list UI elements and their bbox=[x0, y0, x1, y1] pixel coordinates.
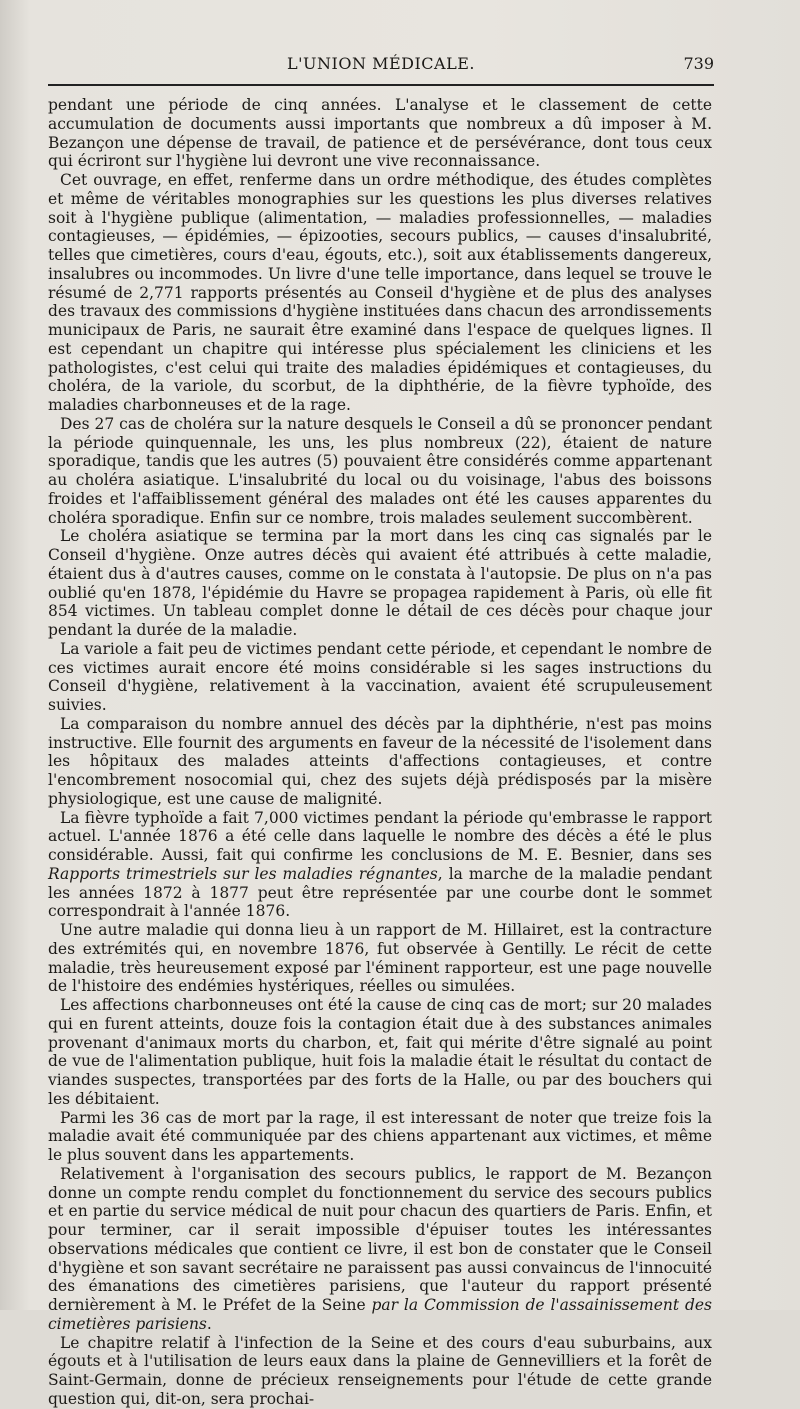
paragraph: Les affections charbonneuses ont été la cause de cinq cas de mort; sur 20 malades qui en furent atteints, douze fois la contagion était due à des substances animales provenant d'animaux morts du charbon, et, fait qui mérite d'être signalé au point de vue de l'alimentation publique, huit fois la maladie était le résultat du contact de viandes suspectes, transportées par des forts de la Halle, ou par des bouchers qui les débitaient. bbox=[48, 996, 712, 1108]
paragraph: Cet ouvrage, en effet, renferme dans un ordre méthodique, des études complètes et même de véritables monographies sur les questions les plus diverses relatives soit à l'hygiène publique (alimentation, — maladies professionnelles, — maladies contagieuses, — épidémies, — épizooties, secours publics, — causes d'insalubrité, telles que cimetières, cours d'eau, égouts, etc.), soit aux établissements dangereux, insalubres ou incommodes. Un livre d'une telle importance, dans lequel se trouve le résumé de 2,771 rapports présentés au Conseil d'hygiène et de plus des analyses des travaux des commissions d'hygiène instituées dans chacun des arrondissements municipaux de Paris, ne saurait être examiné dans l'espace de quelques lignes. Il est cependant un chapitre qui intéresse plus spécialement les cliniciens et les pathologistes, c'est celui qui traite des maladies épidémiques et contagieuses, du choléra, de la variole, du scorbut, de la diphthérie, de la fièvre typhoïde, des maladies charbonneuses et de la rage. bbox=[48, 171, 712, 414]
paragraph-text: , la marche de la maladie pendant les années 1872 à 1877 peut être représentée par une courbe dont le sommet correspondrait à l'année 1876. bbox=[48, 864, 712, 921]
paragraph: La comparaison du nombre annuel des décès par la diphthérie, n'est pas moins instructive. Elle fournit des arguments en faveur de la nécessité de l'isolement dans les hôpitaux des malades atteints d'affections contagieuses, et contre l'encombrement nosocomial qui, chez des sujets déjà prédisposés par la misère physiologique, est une cause de malignité. bbox=[48, 714, 712, 808]
paragraph: pendant une période de cinq années. L'analyse et le classement de cette accumulation de documents aussi importants que nombreux a dû imposer à M. Bezançon une dépense de travail, de patience et de persévérance, dont tous ceux qui écriront sur l'hygiène lui devront une vive reconnaissance. bbox=[48, 96, 712, 171]
paragraph: Parmi les 36 cas de mort par la rage, il est interessant de noter que treize fois la maladie avait été communiquée par des chiens appartenant aux victimes, et même le plus souvent dans les appartements. bbox=[48, 1108, 712, 1164]
paragraph bbox=[48, 1165, 712, 1334]
paragraph: La variole a fait peu de victimes pendant cette période, et cependant le nombre de ces victimes aurait encore été moins considérable si les sages instructions du Conseil d'hygiène, relativement à la vaccination, avaient été scrupuleusement suivies. bbox=[48, 639, 712, 714]
italic-title: par la Commission de l'assainissement des cimetières parisiens bbox=[48, 1296, 712, 1333]
paragraph: Le choléra asiatique se termina par la mort dans les cinq cas signalés par le Conseil d'hygiène. Onze autres décès qui avaient été attribués à cette maladie, étaient dus à d'autres causes, comme on le constata à l'autopsie. De plus on n'a pas oublié qu'en 1878, l'épidémie du Havre se propagea rapidement à Paris, où elle fit 854 victimes. Un tableau complet donne le détail de ces décès pour chaque jour pendant la durée de la maladie. bbox=[48, 527, 712, 639]
page-number: 739 bbox=[683, 54, 714, 73]
paragraph-text: . bbox=[206, 1314, 212, 1333]
paragraph bbox=[48, 809, 712, 922]
paragraph: Le chapitre relatif à l'infection de la Seine et des cours d'eau suburbains, aux égouts et à l'utilisation de leurs eaux dans la plaine de Gennevilliers et la forêt de Saint-Germain, donne de précieux renseignements pour l'étude de cette grande question qui, dit-on, sera prochai- bbox=[48, 1333, 712, 1408]
paragraph: Des 27 cas de choléra sur la nature desquels le Conseil a dû se prononcer pendant la période quinquennale, les uns, les plus nombreux (22), étaient de nature sporadique, tandis que les autres (5) pouvaient être considérés comme appartenant au choléra asiatique. L'insalubrité du local ou du voisinage, l'abus des boissons froides et l'affaiblissement général des malades ont été les causes apparentes du choléra sporadique. Enfin sur ce nombre, trois malades seulement succombèrent. bbox=[48, 414, 712, 527]
paragraph-text: La fièvre typhoïde a fait 7,000 victimes pendant la période qu'embrasse le rapport actuel. L'année 1876 a été celle dans laquelle le nombre des décès a été le plus considérable. Aussi, fait qui confirme les conclusions de M. E. Besnier, dans ses bbox=[48, 808, 712, 864]
italic-title: Rapports trimestriels sur les maladies régnantes bbox=[48, 864, 438, 883]
paragraph: Une autre maladie qui donna lieu à un rapport de M. Hillairet, est la contracture des extrémités qui, en novembre 1876, fut observée à Gentilly. Le récit de cette maladie, très heureusement exposé par l'éminent rapporteur, est une page nouvelle de l'histoire des endémies hystériques, réelles ou simulées. bbox=[48, 921, 712, 996]
paragraph-text: Relativement à l'organisation des secours publics, le rapport de M. Bezançon donne un compte rendu complet du fonctionnement du service des secours publics et en partie du service médical de nuit pour chacun des quartiers de Paris. Enfin, et pour terminer, car il serait impossible d'épuiser toutes les intéressantes observations médicales que contient ce livre, il est bon de constater que le Conseil d'hygiène et son savant secrétaire ne paraissent pas aussi convaincus de l'innocuité des émanations des cimetières parisiens, que l'auteur du rapport présenté dernièrement à M. le Préfet de la Seine bbox=[48, 1164, 712, 1314]
running-header bbox=[48, 54, 714, 78]
header-rule bbox=[48, 84, 714, 86]
running-title: L'UNION MÉDICALE. bbox=[287, 54, 475, 73]
article-body bbox=[48, 96, 712, 1409]
